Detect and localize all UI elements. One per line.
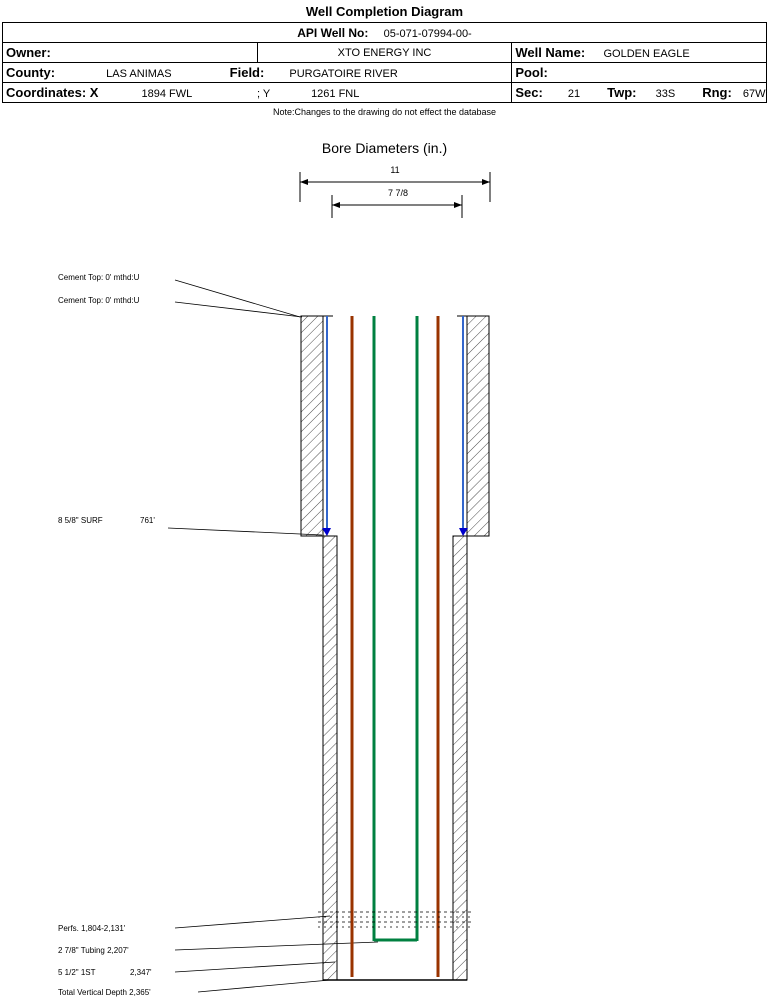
coord-x-value: 1894 FWL [141, 88, 192, 100]
api-label-cell [3, 23, 767, 43]
perforations [318, 912, 474, 927]
table-row-county [3, 63, 767, 83]
owner-value-cell [257, 43, 512, 63]
well-name-value: GOLDEN EAGLE [603, 48, 690, 60]
surface-casing-depth-label: 761' [140, 516, 155, 525]
pool-cell [512, 63, 767, 83]
tubing-string [374, 316, 417, 941]
field-label: Field: [229, 65, 265, 80]
well-header-table [2, 22, 767, 103]
well-name-cell [512, 43, 767, 63]
twp-label: Twp: [607, 85, 637, 100]
page-title: Well Completion Diagram [305, 4, 464, 19]
county-field-pool-cell [3, 63, 512, 83]
database-note: Note:Changes to the drawing do not effect the database [273, 107, 496, 117]
well-name-label: Well Name: [515, 45, 586, 60]
rng-label: Rng: [702, 85, 732, 100]
owner-label-cell [3, 43, 258, 63]
api-value: 05-071-07994-00- [383, 27, 472, 40]
bore-diameters-title: Bore Diameters (in.) [321, 140, 448, 156]
first-string-label: 5 1/2" 1ST [58, 968, 96, 977]
api-label: API Well No: [297, 25, 369, 40]
sec-label: Sec: [515, 85, 543, 100]
table-row-api [3, 23, 767, 43]
coord-y-value: 1261 FNL [311, 88, 360, 100]
owner-label: Owner: [6, 45, 51, 60]
sec-value: 21 [567, 88, 581, 100]
cement-top-label-1: Cement Top: 0' mthd:U [58, 273, 140, 282]
coordinates-label: Coordinates: X [6, 85, 99, 100]
sec-twp-rng-cell [512, 83, 767, 103]
surface-casing-section [301, 316, 489, 536]
coordinates-cell [3, 83, 512, 103]
first-string-depth-label: 2,347' [130, 968, 152, 977]
leader-lines [168, 280, 378, 992]
perfs-label: Perfs. 1,804-2,131' [58, 924, 126, 933]
rng-value: 67W [742, 88, 766, 100]
casing-string-lines [352, 316, 438, 977]
tvd-label: Total Vertical Depth 2,365' [58, 988, 151, 997]
tubing-label: 2 7/8" Tubing 2,207' [58, 946, 129, 955]
production-casing-section [323, 536, 467, 980]
county-label: County: [6, 65, 56, 80]
field-value: PURGATOIRE RIVER [289, 68, 398, 80]
cement-top-label-2: Cement Top: 0' mthd:U [58, 296, 140, 305]
table-row-coordinates [3, 83, 767, 103]
table-row-owner [3, 43, 767, 63]
dimension-outer-label: 11 [390, 165, 400, 175]
surface-casing-label: 8 5/8" SURF [58, 516, 103, 525]
pool-label: Pool: [515, 65, 548, 80]
coord-y-label: ; Y [256, 88, 270, 100]
dimension-inner-label: 7 7/8 [387, 188, 409, 198]
county-value: LAS ANIMAS [106, 68, 172, 80]
twp-value: 33S [655, 88, 676, 100]
owner-value: XTO ENERGY INC [337, 46, 432, 59]
